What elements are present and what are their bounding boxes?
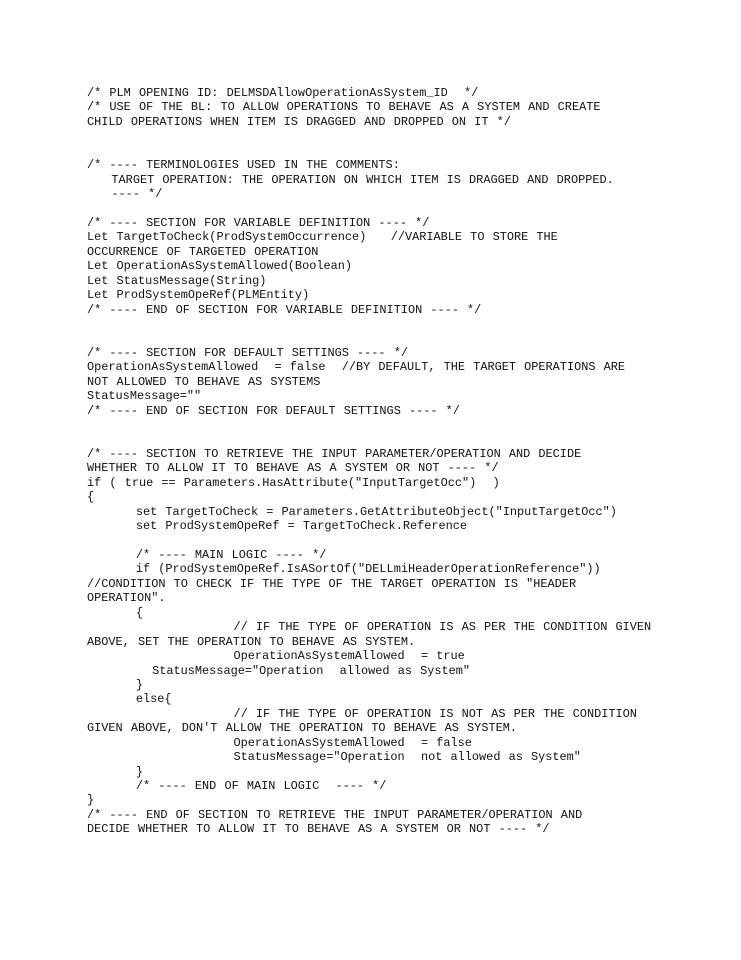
code-line: StatusMessage="Operation allowed as System" bbox=[87, 663, 471, 678]
code-line bbox=[87, 331, 727, 345]
code-line: OCCURRENCE OF TARGETED OPERATION bbox=[87, 244, 319, 259]
code-line: /* PLM OPENING ID: DELMSDAllowOperationAsSystem_ID */ bbox=[87, 86, 479, 100]
code-line: Let TargetToCheck(ProdSystemOccurrence) //VARIABLE TO STORE THE bbox=[87, 230, 558, 245]
code-line: OPERATION". bbox=[87, 591, 166, 606]
code-line bbox=[87, 202, 727, 216]
code-line: Let OperationAsSystemAllowed(Boolean) bbox=[87, 259, 353, 274]
code-line: CHILD OPERATIONS WHEN ITEM IS DRAGGED AND DROPPED ON IT */ bbox=[87, 114, 511, 129]
code-line: OperationAsSystemAllowed = false //BY DEFAULT, THE TARGET OPERATIONS ARE bbox=[87, 360, 626, 375]
code-line: TARGET OPERATION: THE OPERATION ON WHICH ITEM IS DRAGGED AND DROPPED. bbox=[87, 172, 614, 187]
code-line: Let StatusMessage(String) bbox=[87, 273, 267, 288]
code-line: } bbox=[87, 677, 143, 692]
code-line: } bbox=[87, 764, 143, 779]
code-line bbox=[87, 144, 727, 158]
code-line: StatusMessage="" bbox=[87, 389, 202, 404]
code-line: } bbox=[87, 793, 95, 808]
code-line: /* ---- SECTION FOR DEFAULT SETTINGS ---- */ bbox=[87, 345, 408, 360]
code-line: WHETHER TO ALLOW IT TO BEHAVE AS A SYSTEM OR NOT ---- */ bbox=[87, 461, 499, 476]
code-line: OperationAsSystemAllowed = true bbox=[87, 649, 465, 664]
code-line: Let ProdSystemOpeRef(PLMEntity) bbox=[87, 288, 310, 303]
code-line: // IF THE TYPE OF OPERATION IS AS PER THE CONDITION GIVEN bbox=[87, 620, 652, 635]
code-line: ---- */ bbox=[87, 187, 163, 202]
code-line: GIVEN ABOVE, DON'T ALLOW THE OPERATION TO BEHAVE AS SYSTEM. bbox=[87, 721, 517, 736]
code-line: { bbox=[87, 490, 95, 505]
code-line: else{ bbox=[87, 692, 172, 707]
code-line bbox=[87, 433, 727, 447]
code-line: set ProdSystemOpeRef = TargetToCheck.Reference bbox=[87, 519, 468, 534]
code-line bbox=[87, 317, 727, 331]
code-line: if ( true == Parameters.HasAttribute("InputTargetOcc") ) bbox=[87, 475, 500, 490]
code-line: NOT ALLOWED TO BEHAVE AS SYSTEMS bbox=[87, 374, 321, 389]
code-line: /* ---- END OF SECTION TO RETRIEVE THE INPUT PARAMETER/OPERATION AND bbox=[87, 807, 583, 822]
code-line: /* ---- END OF MAIN LOGIC ---- */ bbox=[87, 779, 387, 793]
code-line: /* ---- END OF SECTION FOR DEFAULT SETTINGS ---- */ bbox=[87, 403, 460, 418]
code-line: DECIDE WHETHER TO ALLOW IT TO BEHAVE AS A SYSTEM OR NOT ---- */ bbox=[87, 822, 550, 837]
code-listing bbox=[87, 86, 727, 837]
code-line: /* USE OF THE BL: TO ALLOW OPERATIONS TO BEHAVE AS A SYSTEM AND CREATE bbox=[87, 100, 601, 115]
code-line: //CONDITION TO CHECK IF THE TYPE OF THE TARGET OPERATION IS "HEADER bbox=[87, 576, 577, 591]
code-line: StatusMessage="Operation not allowed as System" bbox=[87, 750, 581, 765]
code-line: /* ---- TERMINOLOGIES USED IN THE COMMENTS: bbox=[87, 158, 400, 173]
code-line: /* ---- END OF SECTION FOR VARIABLE DEFINITION ---- */ bbox=[87, 302, 482, 317]
code-line: set TargetToCheck = Parameters.GetAttributeObject("InputTargetOcc") bbox=[87, 504, 617, 519]
code-line: /* ---- SECTION TO RETRIEVE THE INPUT PARAMETER/OPERATION AND DECIDE bbox=[87, 446, 582, 461]
code-line bbox=[87, 418, 727, 432]
code-line: OperationAsSystemAllowed = false bbox=[87, 735, 472, 750]
code-line: { bbox=[87, 605, 143, 620]
code-line: /* ---- MAIN LOGIC ---- */ bbox=[87, 548, 327, 562]
code-line bbox=[87, 129, 727, 143]
code-line: if (ProdSystemOpeRef.IsASortOf("DELLmiHeaderOperationReference")) bbox=[87, 562, 601, 577]
code-line: ABOVE, SET THE OPERATION TO BEHAVE AS SYSTEM. bbox=[87, 634, 416, 649]
code-line: // IF THE TYPE OF OPERATION IS NOT AS PER THE CONDITION bbox=[87, 706, 637, 721]
code-line bbox=[87, 534, 727, 548]
code-line: /* ---- SECTION FOR VARIABLE DEFINITION ---- */ bbox=[87, 215, 430, 230]
